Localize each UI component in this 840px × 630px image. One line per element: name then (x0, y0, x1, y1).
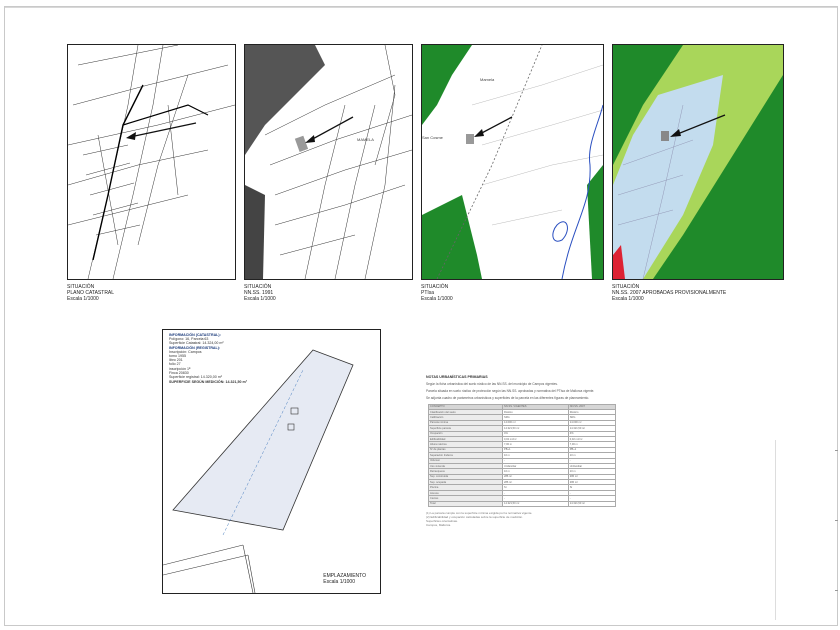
document-paragraph: Según la ficha urbanística del suelo rústico de las NN.SS. del municipio de Campos vigentes. (426, 381, 558, 386)
table-cell: Rústico (503, 410, 569, 415)
table-cell: Sí (503, 485, 569, 490)
table-cell: Unifamiliar (568, 463, 615, 468)
table-cell: - (503, 458, 569, 463)
map-label-san-cosme: San Cosme (422, 135, 443, 140)
table-cell: Cierres (429, 496, 503, 501)
caption-subtitle: NN.SS. 1991 (244, 290, 274, 296)
info-line: tomo 1955 (169, 354, 186, 359)
info-heading-registral: INFORMACIÓN (REGISTRAL): (169, 345, 221, 350)
document-paragraph: Se adjunta cuadro de parámetros urbanísticos y superficies de la parcela en las diferentes figuras de planeamiento. (426, 395, 590, 400)
table-cell: - (503, 496, 569, 501)
caption-map-2 (244, 284, 404, 302)
arrow-icon (478, 117, 512, 135)
table-cell: Altura máxima (429, 442, 503, 447)
map-nnss-2007 (612, 44, 784, 280)
table-cell: Nº de plantas (429, 447, 503, 452)
table-cell: 286 m² (503, 480, 569, 485)
table-cell: Separación linderos (429, 453, 503, 458)
info-line: Inscripción: Campos (169, 349, 202, 354)
table-cell: - (503, 490, 569, 495)
info-line: Superficie registral: 14.320,00 m² (169, 375, 222, 380)
table-cell: Sí (568, 485, 615, 490)
table-cell: 7,00 m (503, 442, 569, 447)
caption-subtitle: NN.SS. 2007 APROBADAS PROVISIONALMENTE (612, 290, 727, 296)
caption-subtitle: PTIsa (421, 290, 435, 296)
map-ptisa (421, 44, 604, 280)
parcel-info (169, 333, 247, 384)
caption-subtitle: PLANO CATASTRAL (67, 290, 115, 296)
table-cell: Sup. construida (429, 474, 503, 479)
urban-notes-document (426, 376, 612, 576)
caption-title: SITUACIÓN (244, 284, 272, 290)
table-cell: Retranqueos (429, 469, 503, 474)
table-cell: 4% (503, 431, 569, 436)
caption-scale: Escala 1/1000 (421, 296, 453, 302)
caption-title: EMPLAZAMIENTO (323, 573, 366, 579)
note-line: (1) La parcela cumple con la superficie mínima exigida por la normativa vigente. (426, 511, 533, 516)
table-header-cell: NN.SS. VIGENTES (503, 404, 569, 409)
margin-strip (775, 440, 840, 620)
caption-scale: Escala 1/1000 (612, 296, 644, 302)
table-cell: - (568, 496, 615, 501)
caption-scale: Escala 1/1000 (67, 296, 99, 302)
table-cell: Edificabilidad (429, 436, 503, 441)
table-cell: 14.321,50 m² (568, 426, 615, 431)
table-cell: PB+1 (503, 447, 569, 452)
measured-surface: SUPERFICIE SEGÚN MEDICIÓN: 14.321,50 m² (169, 380, 247, 385)
info-line: folio 27 (169, 362, 181, 367)
table-cell: 4% (568, 431, 615, 436)
info-line: inscripción 1ª (169, 366, 191, 371)
info-heading-catastral: INFORMACIÓN (CATASTRAL): (169, 333, 221, 337)
caption-title: SITUACIÓN (67, 284, 95, 290)
table-cell: Calificación (429, 415, 503, 420)
table-cell: SRG (503, 415, 569, 420)
table-cell: 10 m (568, 453, 615, 458)
info-line: Superficie Catastral: 14.324,00 m² (169, 341, 224, 346)
table-cell: Ocupación (429, 431, 503, 436)
table-cell: SRG (568, 415, 615, 420)
site-plan (162, 329, 381, 594)
table-header-cell: CONCEPTO (429, 404, 503, 409)
caption-scale: Escala 1/1000 (323, 579, 355, 585)
map-nnss-1991 (244, 44, 413, 280)
info-line: Finca 20830 (169, 370, 189, 375)
sheet-top-line (5, 7, 837, 8)
note-line: (2) Edificabilidad y ocupación calculadas sobre la superficie de medición. (426, 515, 524, 520)
map-label-mamela: Mamela (480, 77, 495, 82)
table-cell: Superficie parcela (429, 426, 503, 431)
note-line: Superficies orientativas. (426, 519, 458, 524)
table-cell: 0,02 m²/m² (568, 436, 615, 441)
table-cell: 14.321,50 m² (568, 501, 615, 506)
table-cell: 7,00 m (568, 442, 615, 447)
table-cell: 14.000 m² (503, 420, 569, 425)
table-header-cell: NN.SS. 2007 (568, 404, 615, 409)
caption-map-1 (67, 284, 227, 302)
note-line: Campos, Mallorca. (426, 523, 452, 528)
caption-map-3 (421, 284, 581, 302)
table-cell: - (568, 458, 615, 463)
table-cell: 14.321,50 m² (503, 426, 569, 431)
table-cell: 14.321,50 m² (503, 501, 569, 506)
arrow-icon (130, 123, 196, 137)
table-cell: 0,02 m²/m² (503, 436, 569, 441)
table-cell: 10 m (568, 469, 615, 474)
table-cell: 286 m² (568, 480, 615, 485)
table-cell: Uso vivienda (429, 463, 503, 468)
table-cell: Sup. ocupada (429, 480, 503, 485)
table-row (429, 501, 616, 506)
table-cell: Piscina (429, 485, 503, 490)
parameters-table (428, 404, 616, 507)
table-cell: - (568, 490, 615, 495)
table-cell: Anexos (429, 490, 503, 495)
table-cell: 10 m (503, 453, 569, 458)
document-title: NOTAS URBANÍSTICAS PRIMARIAS (426, 375, 488, 379)
map-label-mamela: MAMELA (357, 137, 374, 142)
caption-title: SITUACIÓN (421, 284, 449, 290)
table-cell: Total (429, 501, 503, 506)
info-line: Polígono: 16, Parcela:63 (169, 337, 209, 342)
table-cell: 14.000 m² (568, 420, 615, 425)
table-cell: 10 m (503, 469, 569, 474)
table-cell: Rústico (568, 410, 615, 415)
table-cell: Parcela mínima (429, 420, 503, 425)
table-cell: 286 m² (503, 474, 569, 479)
caption-title: SITUACIÓN (612, 284, 640, 290)
map-catastral (67, 44, 236, 280)
table-cell: 286 m² (568, 474, 615, 479)
document-notes (426, 511, 612, 527)
caption-scale: Escala 1/1000 (244, 296, 276, 302)
table-cell: PB+1 (568, 447, 615, 452)
table-cell: Unifamiliar (503, 463, 569, 468)
table-cell: Volumen (429, 458, 503, 463)
info-line: libro 201 (169, 358, 183, 363)
table-cell: Clasificación del suelo (429, 410, 503, 415)
arrow-icon (309, 117, 353, 141)
document-paragraph: Parcela situada en suelo rústico de protección según las NN.SS. aprobadas y normativa del PTIsa de Mallorca vigente. (426, 388, 595, 393)
site-plan-caption (323, 573, 366, 585)
caption-map-4 (612, 284, 772, 302)
